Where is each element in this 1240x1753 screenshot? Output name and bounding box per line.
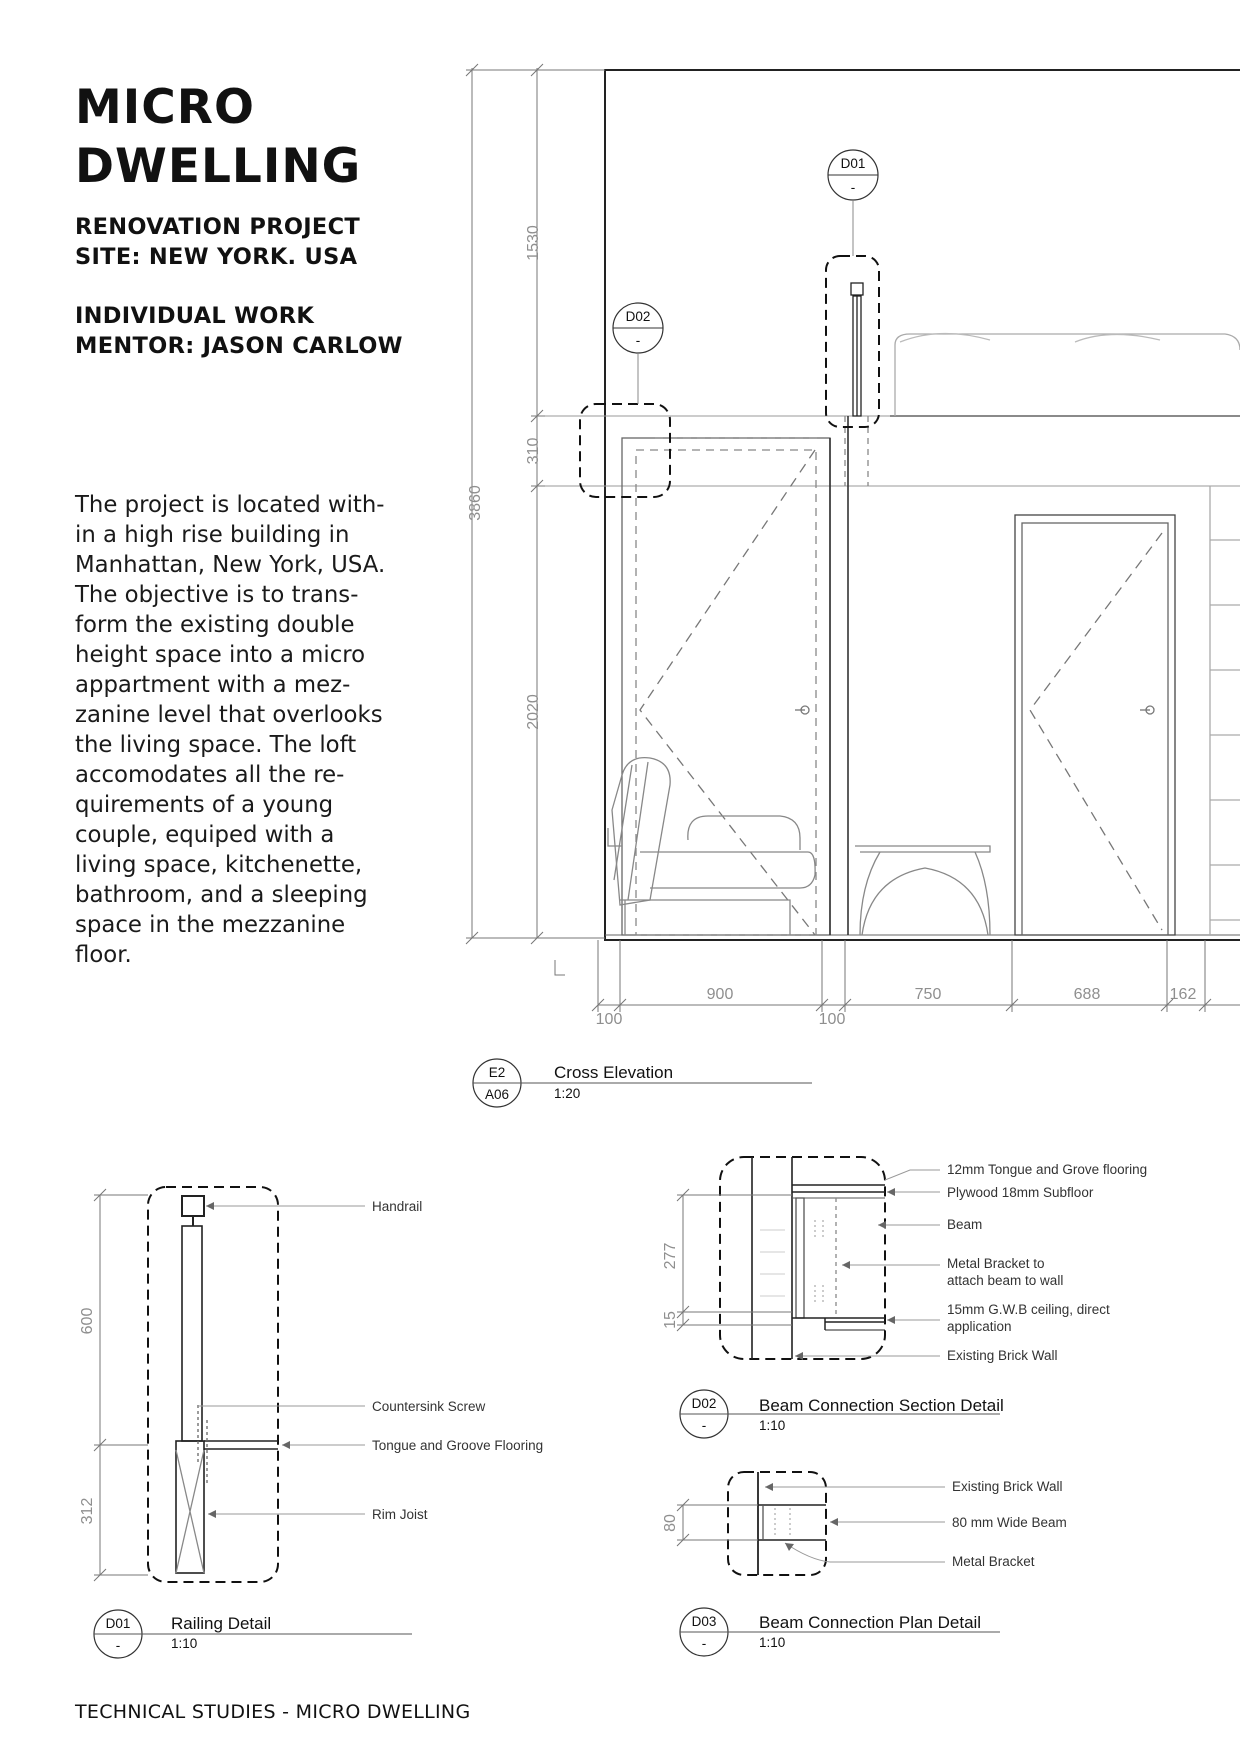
description-line: height space into a micro (75, 642, 366, 668)
door-swing-frame-left (636, 450, 816, 935)
beam-plan-title: Beam Connection Plan Detail (759, 1613, 982, 1632)
railing-detail-boundary (148, 1187, 278, 1582)
description-line: accomodates all the re- (75, 762, 345, 788)
description-line: the living space. The loft (75, 732, 357, 758)
bed-outline (895, 334, 1240, 416)
dim-wall-100-left: 100 (595, 1011, 623, 1028)
note-handrail: Handrail (372, 1199, 423, 1214)
handrail-section (182, 1196, 204, 1216)
note-metal-bracket-2: attach beam to wall (947, 1273, 1064, 1288)
metal-bracket (796, 1198, 804, 1318)
beam-section-scale: 1:10 (759, 1418, 786, 1433)
title-line-2: DWELLING (75, 139, 362, 194)
project-type: RENOVATION PROJECT (75, 214, 361, 240)
beam-section-detail (677, 1157, 940, 1360)
description-line: Manhattan, New York, USA. (75, 552, 386, 578)
callout-d01-bottom: - (850, 180, 856, 195)
elevation-tag-top: E2 (488, 1065, 506, 1080)
note-tongue-groove: Tongue and Groove Flooring (372, 1438, 544, 1453)
note-rim-joist: Rim Joist (372, 1507, 428, 1522)
note-existing-brick-wall: Existing Brick Wall (947, 1348, 1058, 1363)
callout-d01-top: D01 (840, 156, 866, 171)
beam-plan-tag-top: D03 (691, 1614, 717, 1629)
callout-d02-top: D02 (625, 309, 651, 324)
description-line: bathroom, and a sleeping (75, 882, 368, 908)
dim-width-688: 688 (1073, 986, 1101, 1003)
footer-caption: TECHNICAL STUDIES - MICRO DWELLING (75, 1701, 471, 1723)
callout-bubble-d01 (828, 150, 878, 200)
note-plan-bracket: Metal Bracket (952, 1554, 1035, 1569)
railing-post (182, 1226, 202, 1441)
railing-scale: 1:10 (171, 1636, 198, 1651)
dim-width-750: 750 (914, 986, 942, 1003)
work-type: INDIVIDUAL WORK (75, 303, 315, 329)
beam-dim-277: 277 (662, 1242, 679, 1270)
mentor: MENTOR: JASON CARLOW (75, 333, 403, 359)
description-line: The objective is to trans- (75, 582, 359, 608)
elevation-frame (605, 70, 1240, 940)
armchair (608, 758, 815, 935)
beam-section-boundary (720, 1157, 885, 1359)
beam-plan-tag-bottom: - (701, 1636, 707, 1651)
door-swing-right (1030, 533, 1162, 930)
description-line: form the existing double (75, 612, 355, 638)
elevation-title-block (473, 1059, 812, 1107)
elevation-scale: 1:20 (554, 1086, 581, 1101)
beam-plan-title-block (680, 1608, 1000, 1656)
railing-detail (94, 1187, 365, 1582)
note-gwb-ceiling-1: 15mm G.W.B ceiling, direct (947, 1302, 1110, 1317)
bed-pillows (900, 333, 1160, 342)
right-shelving (1210, 486, 1240, 935)
note-beam: Beam (947, 1217, 983, 1232)
dim-overall-height: 3860 (467, 485, 484, 521)
note-plywood-subfloor: Plywood 18mm Subfloor (947, 1185, 1094, 1200)
callout-d02-bottom: - (635, 333, 641, 348)
description-line: zanine level that overlooks (75, 702, 383, 728)
beam-plan-detail (677, 1472, 945, 1575)
beam-section-tag-bottom: - (701, 1418, 707, 1433)
description-line: space in the mezzanine (75, 912, 346, 938)
elevation-tag-bottom: A06 (484, 1087, 510, 1102)
beam-section-title: Beam Connection Section Detail (759, 1396, 1004, 1415)
rim-joist-cross (176, 1450, 204, 1573)
description-line: couple, equiped with a (75, 822, 335, 848)
note-plan-brick-wall: Existing Brick Wall (952, 1479, 1063, 1494)
callout-bubble-d02 (613, 303, 663, 353)
cross-elevation (540, 70, 1240, 940)
beam-section-title-block (680, 1390, 1004, 1438)
door-leaf-right (1022, 523, 1168, 935)
railing-title-block (94, 1610, 412, 1658)
door-frame-left (622, 438, 830, 935)
railing-tag-bottom: - (115, 1638, 121, 1653)
beam-dim-15: 15 (662, 1311, 679, 1329)
title-line-1: MICRO (75, 80, 255, 135)
description-line: in a high rise building in (75, 522, 350, 548)
dim-width-162: 162 (1169, 986, 1197, 1003)
beam-section-tag-top: D02 (691, 1396, 717, 1411)
note-metal-bracket-1: Metal Bracket to (947, 1256, 1045, 1271)
description-line: The project is located with- (75, 492, 385, 518)
railing-title: Railing Detail (171, 1614, 272, 1633)
note-gwb-ceiling-2: application (947, 1319, 1012, 1334)
railing-tag-top: D01 (105, 1616, 131, 1631)
note-plan-beam: 80 mm Wide Beam (952, 1515, 1067, 1530)
plan-dim-80: 80 (662, 1514, 679, 1532)
side-table (855, 846, 990, 935)
dim-door-height: 2020 (525, 694, 542, 730)
note-tongue-grove-flooring: 12mm Tongue and Grove flooring (947, 1162, 1148, 1177)
description-line: appartment with a mez- (75, 672, 351, 698)
description-line: floor. (75, 942, 132, 968)
description-line: quirements of a young (75, 792, 334, 818)
dim-slab-height: 310 (525, 437, 542, 465)
dim-width-900: 900 (706, 986, 734, 1003)
beam-plan-scale: 1:10 (759, 1635, 786, 1650)
elevation-vertical-dims (466, 64, 605, 975)
railing-dim-upper: 600 (79, 1307, 96, 1335)
dim-wall-100-right: 100 (818, 1011, 846, 1028)
door-swing-left (640, 450, 815, 935)
railing-dim-lower: 312 (79, 1497, 96, 1525)
elevation-title: Cross Elevation (554, 1063, 674, 1082)
dim-upper-height: 1530 (525, 225, 542, 261)
project-site: SITE: NEW YORK. USA (75, 244, 358, 270)
note-countersink-screw: Countersink Screw (372, 1399, 486, 1414)
description-line: living space, kitchenette, (75, 852, 363, 878)
